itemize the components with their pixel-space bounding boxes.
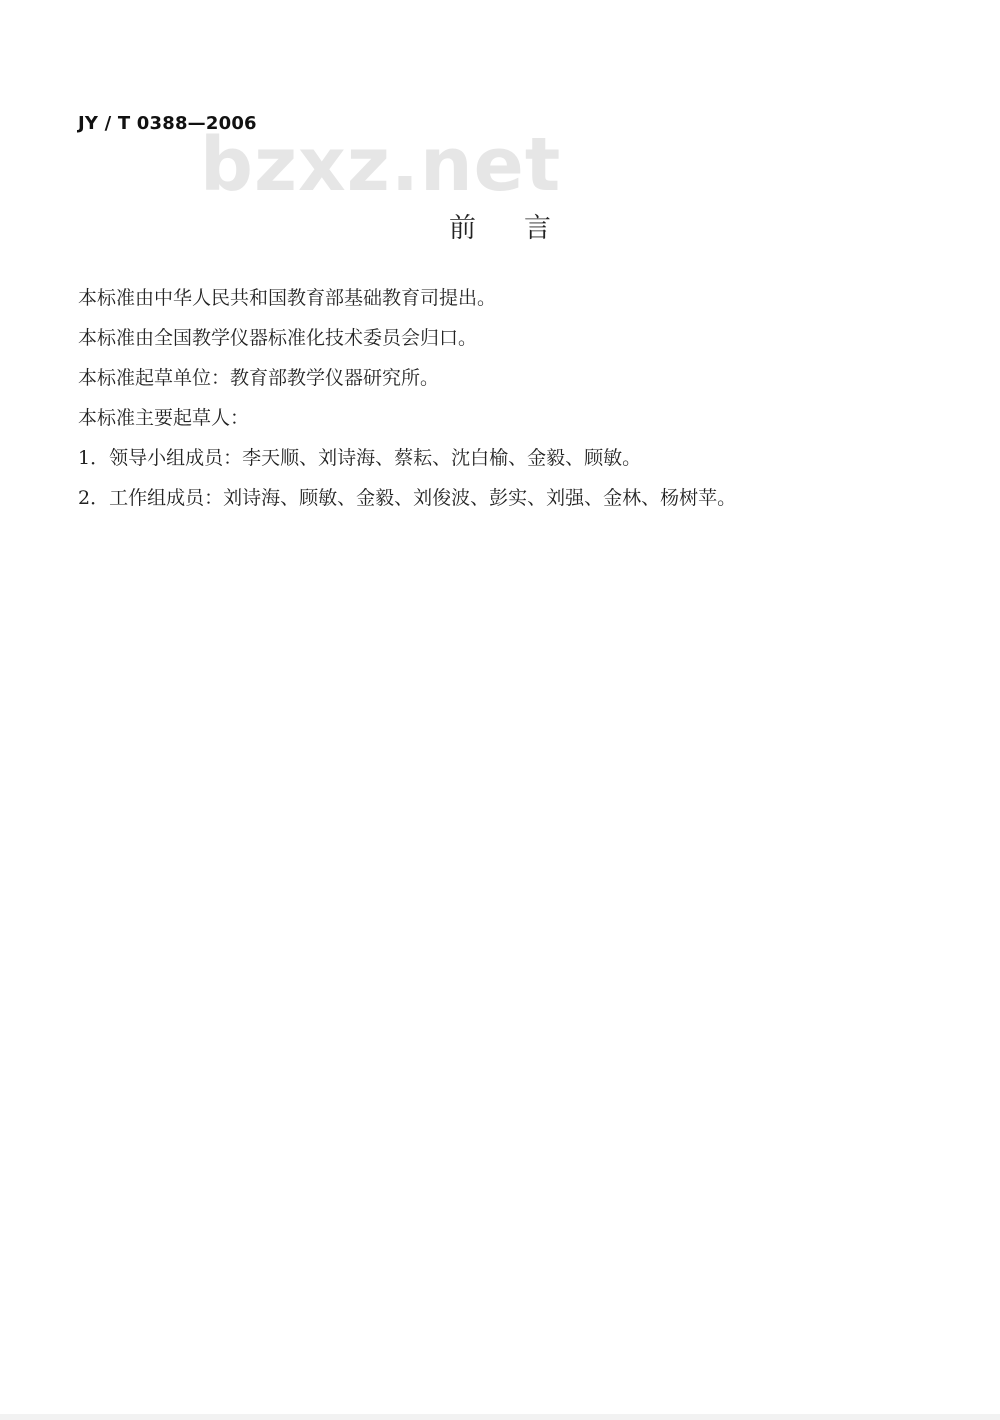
paragraph-drafting-unit: 本标准起草单位：教育部教学仪器研究所。 [78,367,440,389]
list-item-working-group: 2．工作组成员：刘诗海、顾敏、金毅、刘俊波、彭实、刘强、金林、杨树苹。 [78,487,737,509]
document-body [78,284,938,524]
page-bottom-edge [0,1414,1000,1420]
standard-number: JY / T 0388—2006 [78,113,257,134]
watermark-logo: bzxz.net [200,122,562,208]
list-item-leading-group: 1．领导小组成员：李天顺、刘诗海、蔡耘、沈白榆、金毅、顾敏。 [78,447,642,469]
paragraph-proposer: 本标准由中华人民共和国教育部基础教育司提出。 [78,287,497,309]
paragraph-main-drafters: 本标准主要起草人： [78,407,250,429]
page-title: 前言 [449,213,599,244]
paragraph-administrator: 本标准由全国教学仪器标准化技术委员会归口。 [78,327,478,349]
